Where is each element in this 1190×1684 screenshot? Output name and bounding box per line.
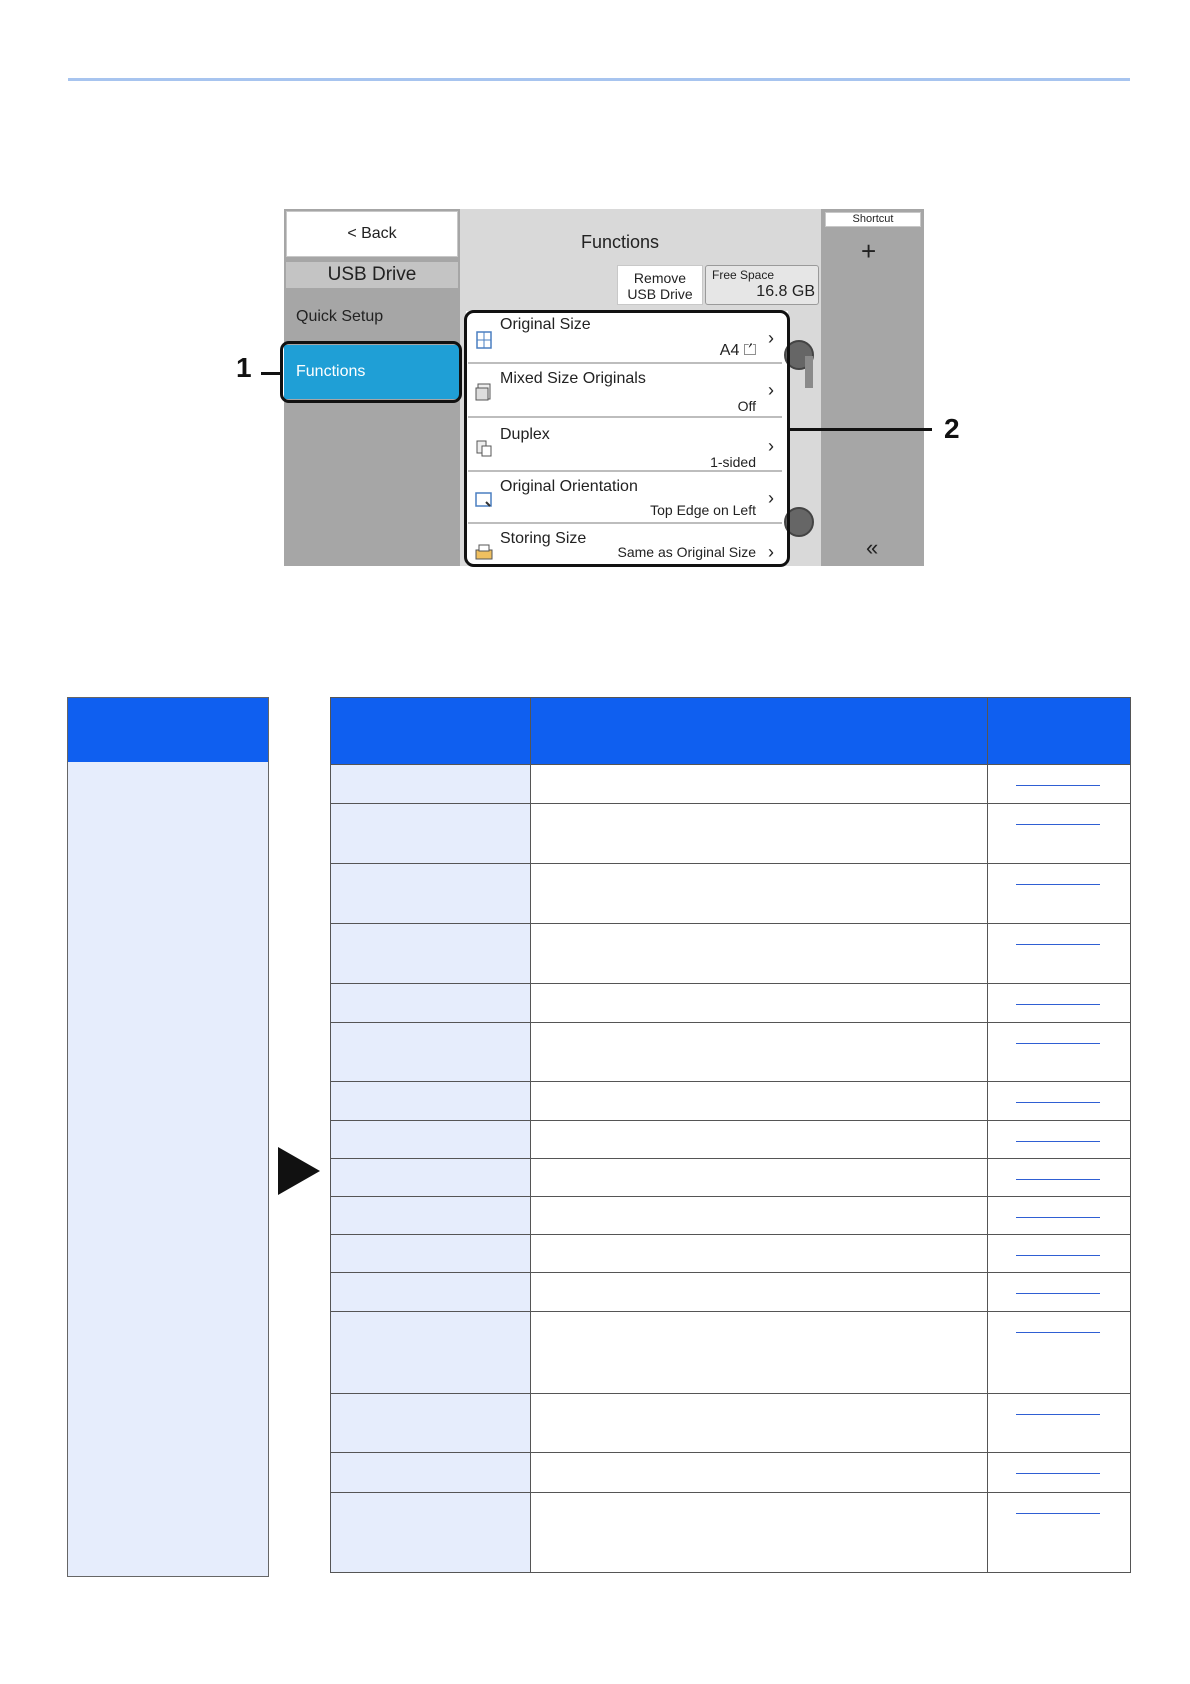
table-cell — [331, 1121, 531, 1159]
remove-usb-line1: Remove — [633, 270, 687, 286]
item-value: 1-sided — [710, 454, 756, 470]
table-cell — [331, 984, 531, 1023]
page-link[interactable] — [1016, 824, 1100, 825]
table-cell — [988, 1453, 1131, 1493]
arrow-right-icon — [278, 1147, 320, 1195]
table-cell — [531, 924, 988, 984]
table-cell — [531, 1023, 988, 1082]
table-row — [331, 1394, 1131, 1453]
page-link[interactable] — [1016, 1217, 1100, 1218]
table-cell — [331, 1493, 531, 1573]
table-cell — [988, 765, 1131, 804]
functions-callout-frame — [280, 341, 462, 403]
callout-line-2 — [790, 428, 932, 431]
page-link[interactable] — [1016, 1141, 1100, 1142]
page-link[interactable] — [1016, 1473, 1100, 1474]
table-cell — [531, 1159, 988, 1197]
remove-usb-button[interactable] — [617, 265, 703, 305]
item-label: Storing Size — [500, 530, 587, 547]
page-link[interactable] — [1016, 1043, 1100, 1044]
table-cell — [531, 765, 988, 804]
table-row — [331, 984, 1131, 1023]
item-value: Off — [737, 398, 756, 414]
callout-line-1 — [261, 372, 282, 375]
table-row — [331, 1082, 1131, 1121]
table-cell — [531, 1197, 988, 1235]
table-cell — [988, 984, 1131, 1023]
callout-number-1: 1 — [236, 352, 252, 383]
header-cell — [531, 698, 988, 765]
table-cell — [988, 1082, 1131, 1121]
table-header-row — [331, 698, 1131, 765]
table-row — [331, 1312, 1131, 1394]
free-space-value: 16.8 GB — [756, 283, 815, 300]
table-cell — [531, 1273, 988, 1312]
usb-drive-title: USB Drive — [286, 262, 458, 288]
page-link[interactable] — [1016, 1513, 1100, 1514]
table-cell — [331, 1394, 531, 1453]
page-link[interactable] — [1016, 1332, 1100, 1333]
table-row — [331, 1197, 1131, 1235]
item-label: Mixed Size Originals — [500, 370, 646, 387]
chevron-right-icon: › — [768, 328, 774, 348]
table-cell — [988, 1312, 1131, 1394]
free-space-label: Free Space — [712, 268, 775, 282]
item-value: A4 ⏍ — [719, 342, 756, 359]
table-row — [331, 1453, 1131, 1493]
table-cell — [531, 864, 988, 924]
table-cell — [331, 1197, 531, 1235]
page-link[interactable] — [1016, 1293, 1100, 1294]
page-link[interactable] — [1016, 1004, 1100, 1005]
table-cell — [988, 1493, 1131, 1573]
callout-number-2: 2 — [944, 413, 960, 444]
page-link[interactable] — [1016, 884, 1100, 885]
shortcut-button[interactable]: Shortcut — [825, 212, 921, 227]
functions-title: Functions — [580, 232, 660, 252]
table-cell — [988, 924, 1131, 984]
table-row — [331, 864, 1131, 924]
page-link[interactable] — [1016, 785, 1100, 786]
item-label: Original Size — [500, 316, 591, 333]
table-cell — [331, 1312, 531, 1394]
quick-setup-tab[interactable]: Quick Setup — [296, 308, 384, 325]
table-cell — [988, 864, 1131, 924]
page-link[interactable] — [1016, 1255, 1100, 1256]
table-cell — [531, 984, 988, 1023]
table-cell — [988, 1273, 1131, 1312]
table-cell — [331, 1453, 531, 1493]
chevron-right-icon: › — [768, 380, 774, 400]
table-row — [331, 924, 1131, 984]
top-rule — [68, 78, 1130, 81]
header-cell — [331, 698, 531, 765]
table-cell — [331, 1082, 531, 1121]
scrollbar-thumb[interactable] — [805, 356, 813, 388]
table-row — [331, 1023, 1131, 1082]
page-link[interactable] — [1016, 1414, 1100, 1415]
table-cell — [531, 1493, 988, 1573]
chevron-right-icon: › — [768, 488, 774, 508]
table-cell — [988, 804, 1131, 864]
table-cell — [531, 1312, 988, 1394]
chevron-right-icon: › — [768, 542, 774, 562]
table-cell — [331, 1159, 531, 1197]
table-row — [331, 765, 1131, 804]
table-row — [331, 1235, 1131, 1273]
category-table — [67, 697, 269, 1577]
remove-usb-line2: USB Drive — [627, 286, 693, 302]
item-value: Top Edge on Left — [650, 502, 756, 518]
table-cell — [531, 1394, 988, 1453]
table-cell — [531, 1121, 988, 1159]
table-cell — [988, 1235, 1131, 1273]
table-cell — [331, 1023, 531, 1082]
category-table-header — [68, 698, 268, 762]
table-cell — [988, 1023, 1131, 1082]
table-cell — [331, 1235, 531, 1273]
add-shortcut-icon[interactable]: + — [861, 236, 877, 266]
table-row — [331, 1159, 1131, 1197]
table-cell — [531, 1082, 988, 1121]
page-link[interactable] — [1016, 944, 1100, 945]
table-row — [331, 1273, 1131, 1312]
table-cell — [331, 765, 531, 804]
chevron-right-icon: › — [768, 436, 774, 456]
item-label: Original Orientation — [500, 478, 638, 495]
table-row — [331, 804, 1131, 864]
table-row — [331, 1121, 1131, 1159]
table-row — [331, 1493, 1131, 1573]
table-cell — [331, 864, 531, 924]
function-table — [330, 697, 1131, 1573]
table-cell — [331, 804, 531, 864]
table-cell — [331, 924, 531, 984]
table-cell — [988, 1394, 1131, 1453]
function-list-callout-frame — [464, 310, 790, 567]
table-cell — [988, 1197, 1131, 1235]
table-cell — [531, 1453, 988, 1493]
header-cell — [988, 698, 1131, 765]
functions-tab[interactable]: Functions — [284, 345, 460, 399]
item-label: Duplex — [500, 426, 550, 443]
back-button[interactable]: < Back — [286, 211, 458, 257]
table-cell — [531, 1235, 988, 1273]
collapse-icon[interactable]: « — [866, 535, 879, 560]
page-link[interactable] — [1016, 1179, 1100, 1180]
table-cell — [531, 804, 988, 864]
page-link[interactable] — [1016, 1102, 1100, 1103]
table-cell — [988, 1121, 1131, 1159]
table-cell — [988, 1159, 1131, 1197]
item-value: Same as Original Size — [617, 544, 756, 560]
table-cell — [331, 1273, 531, 1312]
